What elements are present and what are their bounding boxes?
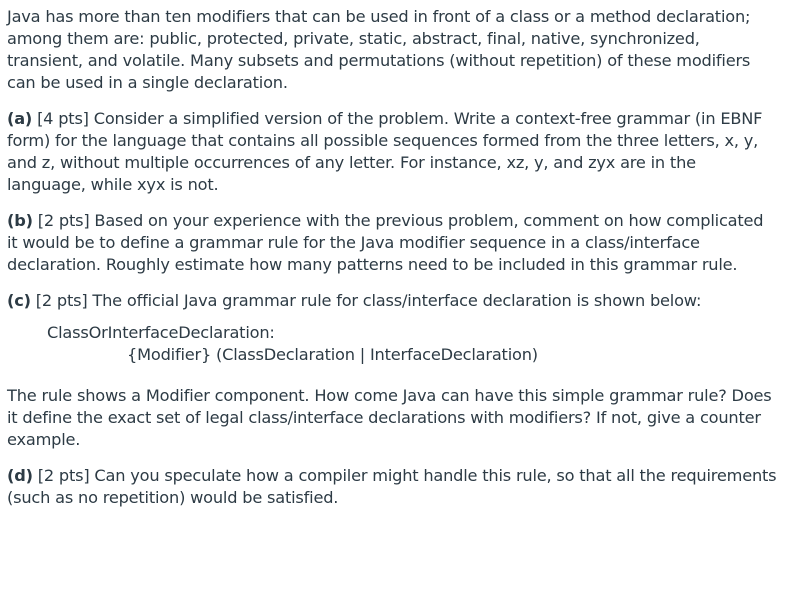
question-d	[7, 465, 777, 509]
question-b-label: (b)	[7, 211, 33, 230]
question-c-label: (c)	[7, 291, 31, 310]
question-a	[7, 108, 777, 196]
grammar-rule-name: ClassOrInterfaceDeclaration:	[47, 323, 275, 342]
question-b-text: [2 pts] Based on your experience with the previous problem, comment on how complicated it would be to define a grammar rule for the Java modifier sequence in a class/interface declaration. Roughly estimate how many patterns need to be included in this grammar rule.	[7, 211, 764, 274]
question-d-text: [2 pts] Can you speculate how a compiler might handle this rule, so that all the requirements (such as no repetition) would be satisfied.	[7, 466, 777, 507]
intro-paragraph: Java has more than ten modifiers that can be used in front of a class or a method declaration; among them are: public, protected, private, static, abstract, final, native, synchronized, transient, and volatile. Many subsets and permutations (without repetition) of these modifiers can be used in a single declaration.	[7, 7, 751, 92]
question-a-text: [4 pts] Consider a simplified version of the problem. Write a context-free grammar (in EBNF form) for the language that contains all possible sequences formed from the three letters, x, y, and z, without multiple occurrences of any letter. For instance, xz, y, and zyx are in the language, while xyx is not.	[7, 109, 763, 194]
grammar-rule-block	[7, 322, 777, 366]
question-c-text: [2 pts] The official Java grammar rule for class/interface declaration is shown below:	[30, 291, 702, 310]
grammar-rule-body: {Modifier} (ClassDeclaration | InterfaceDeclaration)	[127, 345, 538, 364]
question-c	[7, 290, 777, 312]
question-c-followup: The rule shows a Modifier component. How come Java can have this simple grammar rule? Does it define the exact set of legal class/interface declarations with modifiers? If not, give a counter example.	[7, 386, 772, 449]
question-d-label: (d)	[7, 466, 33, 485]
question-b	[7, 210, 777, 276]
question-a-label: (a)	[7, 109, 33, 128]
